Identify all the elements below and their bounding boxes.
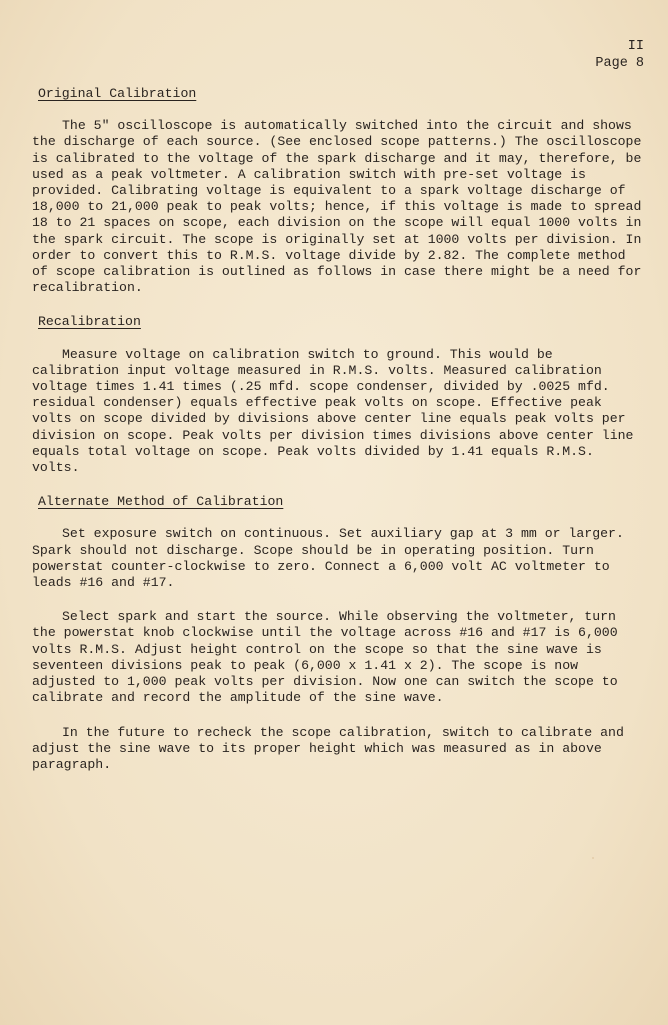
page-header (595, 38, 644, 72)
paragraph: Select spark and start the source. While observing the voltmeter, turn the powerstat knob clockwise until the voltage across #16 and #17 is 6,000 volts R.M.S. Adjust height control on the scope so that the sine wave is seventeen divisions peak to peak (6,000 x 1.41 x 2). The scope is now adjusted to 1,000 peak volts per division. Now one can switch the scope to calibrate and record the amplitude of the sine wave. (32, 609, 618, 706)
section-recalibration (32, 314, 647, 476)
section-original-calibration (32, 86, 647, 296)
document-body (32, 86, 647, 791)
section-heading: Original Calibration (38, 86, 197, 101)
paragraph: Measure voltage on calibration switch to ground. This would be calibration input voltage measured in R.M.S. volts. Measured calibration voltage times 1.41 times (.25 mfd. scope condenser, divided by .0025 mfd. residual condenser) equals effective peak volts on scope. Effective peak volts on scope divided by divisions above center line equals peak volts per division on scope. Peak volts per division times divisions above center line equals total voltage on scope. Peak volts divided by 1.41 equals R.M.S. volts. (32, 346, 634, 476)
paper-speck: ˙ (589, 858, 596, 869)
page-number: Page 8 (595, 56, 644, 71)
section-alternate-method (32, 494, 647, 773)
section-number: II (627, 39, 644, 54)
paragraph: Set exposure switch on continuous. Set auxiliary gap at 3 mm or larger. Spark should not discharge. Scope should be in operating position. Turn powerstat counter-clockwise to zero. Connect a 6,000 volt AC voltmeter to leads #16 and #17. (32, 526, 624, 591)
section-heading: Alternate Method of Calibration (38, 494, 284, 510)
paragraph: The 5" oscilloscope is automatically switched into the circuit and shows the discharge of each source. (See enclosed scope patterns.) The oscilloscope is calibrated to the voltage of the spark discharge and it may, therefore, be used as a peak voltmeter. A calibration switch with pre-set voltage is provided. Calibrating voltage is equivalent to a spark voltage discharge of 18,000 to 21,000 peak to peak volts; hence, if this voltage is made to spread 18 to 21 spaces on scope, each division on the scope will equal 1000 volts in the spark circuit. The scope is originally set at 1000 volts per division. In order to convert this to R.M.S. voltage divide by 2.82. The complete method of scope calibration is outlined as follows in case there might be a need for recalibration. (32, 118, 642, 296)
paragraph: In the future to recheck the scope calibration, switch to calibrate and adjust the sine wave to its proper height which was measured as in above paragraph. (32, 724, 624, 772)
section-heading: Recalibration (38, 314, 141, 330)
